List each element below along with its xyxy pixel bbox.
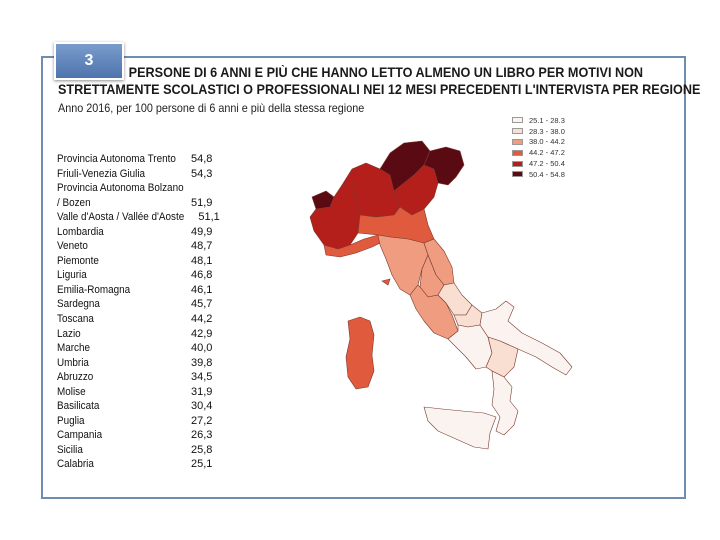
legend-label: 28.3 - 38.0 (529, 126, 565, 136)
ranking-row (57, 210, 219, 225)
ranking-region-value: 39,8 (191, 356, 213, 369)
region-elba-island (382, 279, 390, 285)
region-piemonte (310, 183, 360, 249)
italy-choropleth-map (290, 135, 590, 455)
ranking-row (57, 327, 219, 342)
ranking-region-name: Lombardia (57, 225, 104, 238)
ranking-region-value: 51,1 (198, 211, 220, 224)
ranking-row (57, 181, 219, 196)
title-line-2: STRETTAMENTE SCOLASTICI O PROFESSIONALI NEI 12 MESI PRECEDENTI L'INTERVISTA PER REGIONE (58, 82, 701, 97)
ranking-region-name: Sicilia (57, 443, 83, 456)
ranking-region-name: Calabria (57, 458, 94, 471)
slide-subtitle: Anno 2016, per 100 persone di 6 anni e più della stessa regione (58, 101, 365, 115)
ranking-region-value: 30,4 (191, 400, 213, 413)
legend-swatch (512, 128, 523, 134)
ranking-row (57, 443, 219, 458)
ranking-row (57, 428, 219, 443)
ranking-region-value: 31,9 (191, 385, 213, 398)
ranking-region-name: Basilicata (57, 400, 100, 413)
ranking-region-value: 42,9 (191, 327, 213, 340)
ranking-region-name: Sardegna (57, 298, 100, 311)
ranking-region-value: 34,5 (191, 371, 213, 384)
legend-label: 44.2 - 47.2 (529, 148, 565, 158)
ranking-region-value: 40,0 (191, 342, 213, 355)
ranking-row (57, 225, 219, 240)
ranking-row (57, 239, 219, 254)
legend-item (512, 115, 565, 126)
legend-label: 38.0 - 44.2 (529, 137, 565, 147)
region-sardegna (346, 317, 374, 389)
legend-label: 25.1 - 28.3 (529, 115, 565, 125)
ranking-region-name: Provincia Autonoma Bolzano (57, 182, 184, 195)
ranking-region-value: 25,8 (191, 443, 213, 456)
ranking-row (57, 152, 219, 167)
legend-label: 50.4 - 54.8 (529, 169, 565, 179)
ranking-region-name: / Bozen (57, 196, 91, 209)
ranking-region-name: Campania (57, 429, 103, 442)
ranking-row (57, 283, 219, 298)
ranking-row (57, 385, 219, 400)
ranking-region-value: 27,2 (191, 414, 213, 427)
ranking-row (57, 399, 219, 414)
ranking-region-name: Provincia Autonoma Trento (57, 153, 176, 165)
ranking-row (57, 268, 219, 283)
ranking-region-value: 48,7 (191, 240, 213, 253)
ranking-region-name: Lazio (57, 327, 81, 340)
ranking-region-value: 25,1 (191, 458, 213, 471)
ranking-region-name: Piemonte (57, 254, 99, 267)
ranking-row (57, 312, 219, 327)
ranking-row (57, 370, 219, 385)
ranking-region-name: Abruzzo (57, 371, 94, 384)
slide-number-badge: 3 (54, 42, 124, 80)
ranking-region-value: 26,3 (191, 429, 213, 442)
slide-title (58, 64, 701, 98)
region-ranking-list (57, 152, 219, 472)
ranking-row (57, 167, 219, 182)
ranking-row (57, 356, 219, 371)
ranking-region-name: Marche (57, 342, 91, 355)
region-sicilia (424, 407, 496, 449)
ranking-region-name: Molise (57, 385, 86, 398)
ranking-region-name: Puglia (57, 414, 85, 427)
ranking-region-value: 46,8 (191, 269, 213, 282)
legend-swatch (512, 117, 523, 123)
legend-label: 47.2 - 50.4 (529, 159, 565, 169)
ranking-region-value: 54,3 (191, 167, 213, 180)
ranking-region-value: 48,1 (191, 254, 213, 267)
ranking-region-value: 54,8 (191, 153, 213, 165)
ranking-region-value: 51,9 (191, 196, 213, 209)
ranking-row (57, 196, 219, 211)
ranking-region-name: Umbria (57, 356, 89, 369)
ranking-row (57, 341, 219, 356)
ranking-region-name: Valle d'Aosta / Vallée d'Aoste (57, 211, 185, 224)
ranking-region-name: Toscana (57, 313, 94, 326)
ranking-region-value (198, 181, 219, 196)
ranking-row (57, 254, 219, 269)
title-line-1: PERSONE DI 6 ANNI E PIÙ CHE HANNO LETTO ALMENO UN LIBRO PER MOTIVI NON (128, 65, 644, 80)
region-calabria (492, 371, 518, 435)
ranking-row (57, 297, 219, 312)
ranking-region-name: Liguria (57, 269, 87, 282)
ranking-row (57, 414, 219, 429)
ranking-region-value: 46,1 (191, 283, 213, 296)
ranking-region-value: 45,7 (191, 298, 213, 311)
ranking-region-name: Emilia-Romagna (57, 283, 131, 296)
ranking-row (57, 457, 219, 472)
ranking-region-value: 44,2 (191, 313, 213, 326)
ranking-region-name: Friuli-Venezia Giulia (57, 167, 146, 180)
ranking-region-value: 49,9 (191, 225, 213, 238)
ranking-region-name: Veneto (57, 240, 88, 253)
